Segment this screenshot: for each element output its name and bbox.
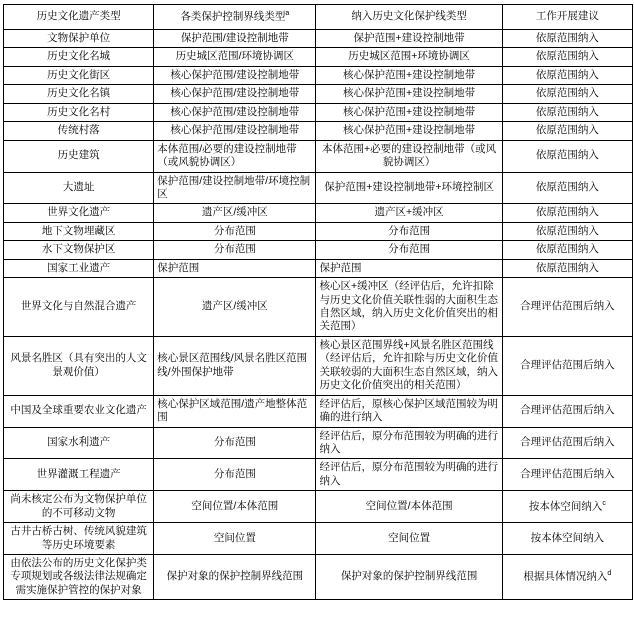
cell-work-advice (502, 172, 632, 204)
cell-work-advice (502, 491, 632, 523)
advice-label: 合理评估范围后纳入 (520, 404, 615, 417)
cell-heritage-type: 世界文化与自然混合遗产 (4, 278, 154, 337)
advice-label: 依原范围纳入 (535, 32, 599, 44)
cell-protection-line-type: 分布范围 (316, 222, 502, 240)
cell-work-advice (502, 204, 632, 222)
cell-heritage-type: 历史文化名镇 (4, 85, 154, 103)
advice-label: 依原范围纳入 (535, 243, 599, 256)
cell-protection-line-type: 核心保护范围+建设控制地带 (316, 66, 502, 84)
cell-control-line-type: 保护范围/建设控制地带/环境控制区 (154, 172, 316, 204)
advice-label: 根据具体情况纳入 (523, 570, 608, 583)
cell-control-line-type: 空间位置 (154, 523, 316, 555)
table-header-row (4, 5, 633, 30)
table-row (4, 427, 633, 459)
advice-label: 依原范围纳入 (535, 105, 599, 118)
table-row (4, 555, 633, 600)
cell-protection-line-type: 核心区+缓冲区（经评估后，允许扣除与历史文化价值关联性弱的大面积生态自然区域，纳入历史文化价值突出的相关范围） (316, 278, 502, 337)
cell-protection-line-type: 保护范围 (316, 259, 502, 277)
advice-label: 依原范围纳入 (535, 68, 599, 81)
table-row (4, 278, 633, 337)
cell-control-line-type: 核心景区范围线/风景名胜区范围线/外围保护地带 (154, 336, 316, 395)
cell-work-advice (502, 278, 632, 337)
cell-control-line-type: 核心保护范围/建设控制地带 (154, 103, 316, 121)
cell-heritage-type: 水下文物保护区 (4, 241, 154, 259)
cell-work-advice (502, 241, 632, 259)
cell-work-advice (502, 48, 632, 66)
advice-label: 按本体空间纳入 (528, 500, 603, 513)
advice-superscript: d (607, 570, 612, 578)
cell-protection-line-type: 保护范围+建设控制地带+环境控制区 (316, 172, 502, 204)
cell-heritage-type: 古井古桥古树、传统风貌建筑等历史环境要素 (4, 523, 154, 555)
cell-heritage-type: 由依法公布的历史文化保护类专项规划或各级法律法规确定需实施保护管控的保护对象 (4, 555, 154, 600)
table-row (4, 241, 633, 259)
cell-protection-line-type: 遗产区+缓冲区 (316, 204, 502, 222)
cell-work-advice (502, 427, 632, 459)
cell-work-advice (502, 395, 632, 427)
cell-control-line-type: 保护范围/建设控制地带 (154, 30, 316, 48)
cell-protection-line-type: 经评估后，原分布范围较为明确的进行纳入 (316, 459, 502, 491)
cell-control-line-type: 保护范围 (154, 259, 316, 277)
cell-heritage-type: 尚未核定公布为文物保护单位的不可移动文物 (4, 491, 154, 523)
header-cell-line (154, 5, 316, 30)
cell-heritage-type: 历史文化街区 (4, 66, 154, 84)
cell-control-line-type: 历史城区范围/环境协调区 (154, 48, 316, 66)
cell-heritage-type: 世界灌溉工程遗产 (4, 459, 154, 491)
cell-control-line-type: 核心保护范围/建设控制地带 (154, 66, 316, 84)
advice-label: 依原范围纳入 (535, 124, 599, 137)
table-row (4, 66, 633, 84)
cell-heritage-type: 大遗址 (4, 172, 154, 204)
cell-heritage-type: 历史文化名村 (4, 103, 154, 121)
table-row (4, 140, 633, 172)
cell-protection-line-type: 核心景区范围界线+风景名胜区范围线（经评估后，允许扣除与历史文化价值关联较弱的大面积生态自然区域，纳入历史文化价值突出的相关范围） (316, 336, 502, 395)
header-cell-type: 历史文化遗产类型 (4, 5, 154, 30)
table-row (4, 204, 633, 222)
advice-label: 依原范围纳入 (535, 50, 599, 63)
cell-control-line-type: 遗产区/缓冲区 (154, 204, 316, 222)
cell-protection-line-type: 分布范围 (316, 241, 502, 259)
cell-work-advice (502, 85, 632, 103)
cell-protection-line-type: 空间位置 (316, 523, 502, 555)
cell-protection-line-type: 经评估后，原分布范围较为明确的进行纳入 (316, 427, 502, 459)
table-row (4, 459, 633, 491)
cell-control-line-type: 核心保护区域范围/遗产地整体范围 (154, 395, 316, 427)
cell-heritage-type: 地下文物埋藏区 (4, 222, 154, 240)
cell-heritage-type: 世界文化遗产 (4, 204, 154, 222)
cell-heritage-type: 国家水利遗产 (4, 427, 154, 459)
cell-heritage-type: 文物保护单位 (4, 30, 154, 48)
cell-work-advice (502, 140, 632, 172)
table-row (4, 336, 633, 395)
advice-label: 按本体空间纳入 (530, 531, 605, 544)
table-row (4, 48, 633, 66)
cell-protection-line-type: 历史城区范围+环境协调区 (316, 48, 502, 66)
table-row (4, 30, 633, 48)
cell-work-advice (502, 30, 632, 48)
table-row (4, 395, 633, 427)
cell-control-line-type: 空间位置/本体范围 (154, 491, 316, 523)
header-cell-advice: 工作开展建议 (502, 5, 632, 30)
cell-heritage-type: 历史建筑 (4, 140, 154, 172)
cell-heritage-type: 国家工业遗产 (4, 259, 154, 277)
advice-label: 依原范围纳入 (535, 224, 599, 237)
advice-label: 依原范围纳入 (535, 87, 599, 100)
cell-protection-line-type: 本体范围+必要的建设控制地带（或风貌协调区） (316, 140, 502, 172)
cell-work-advice (502, 103, 632, 121)
cell-control-line-type: 本体范围/必要的建设控制地带（或风貌协调区） (154, 140, 316, 172)
cell-protection-line-type: 保护对象的保护控制界线范围 (316, 555, 502, 600)
table-row (4, 172, 633, 204)
advice-label: 依原范围纳入 (535, 149, 599, 162)
cell-protection-line-type: 核心保护范围+建设控制地带 (316, 85, 502, 103)
advice-label: 合理评估范围后纳入 (520, 436, 615, 449)
cell-work-advice (502, 459, 632, 491)
cell-work-advice (502, 523, 632, 555)
advice-label: 合理评估范围后纳入 (520, 300, 615, 313)
cell-control-line-type: 核心保护范围/建设控制地带 (154, 122, 316, 140)
cell-protection-line-type: 核心保护范围+建设控制地带 (316, 122, 502, 140)
table-row (4, 85, 633, 103)
cell-work-advice (502, 555, 632, 600)
advice-label: 合理评估范围后纳入 (520, 468, 615, 481)
heritage-comparison-table (3, 4, 633, 600)
cell-control-line-type: 核心保护范围/建设控制地带 (154, 85, 316, 103)
table-row (4, 122, 633, 140)
advice-label: 依原范围纳入 (535, 261, 599, 274)
cell-control-line-type: 遗产区/缓冲区 (154, 278, 316, 337)
cell-work-advice (502, 259, 632, 277)
table-row (4, 259, 633, 277)
cell-work-advice (502, 66, 632, 84)
cell-control-line-type: 保护对象的保护控制界线范围 (154, 555, 316, 600)
table-row (4, 491, 633, 523)
cell-heritage-type: 传统村落 (4, 122, 154, 140)
cell-protection-line-type: 空间位置/本体范围 (316, 491, 502, 523)
cell-work-advice (502, 222, 632, 240)
cell-heritage-type: 中国及全球重要农业文化遗产 (4, 395, 154, 427)
header-superscript: a (285, 10, 290, 18)
cell-protection-line-type: 核心保护范围+建设控制地带 (316, 103, 502, 121)
advice-label: 依原范围纳入 (535, 206, 599, 219)
advice-label: 合理评估范围后纳入 (520, 359, 615, 372)
cell-work-advice (502, 336, 632, 395)
header-cell-protect: 纳入历史文化保护线类型 (316, 5, 502, 30)
cell-protection-line-type: 经评估后，原核心保护区域范围较为明确的进行纳入 (316, 395, 502, 427)
advice-superscript: c (602, 499, 606, 507)
table-row (4, 222, 633, 240)
cell-control-line-type: 分布范围 (154, 459, 316, 491)
table-row (4, 103, 633, 121)
header-label: 各类保护控制界线类型 (180, 10, 286, 23)
cell-heritage-type: 风景名胜区（具有突出的人文景观价值） (4, 336, 154, 395)
table-row (4, 523, 633, 555)
cell-control-line-type: 分布范围 (154, 222, 316, 240)
cell-heritage-type: 历史文化名城 (4, 48, 154, 66)
cell-control-line-type: 分布范围 (154, 427, 316, 459)
cell-control-line-type: 分布范围 (154, 241, 316, 259)
advice-label: 依原范围纳入 (535, 181, 599, 194)
cell-work-advice (502, 122, 632, 140)
cell-protection-line-type: 保护范围+建设控制地带 (316, 30, 502, 48)
